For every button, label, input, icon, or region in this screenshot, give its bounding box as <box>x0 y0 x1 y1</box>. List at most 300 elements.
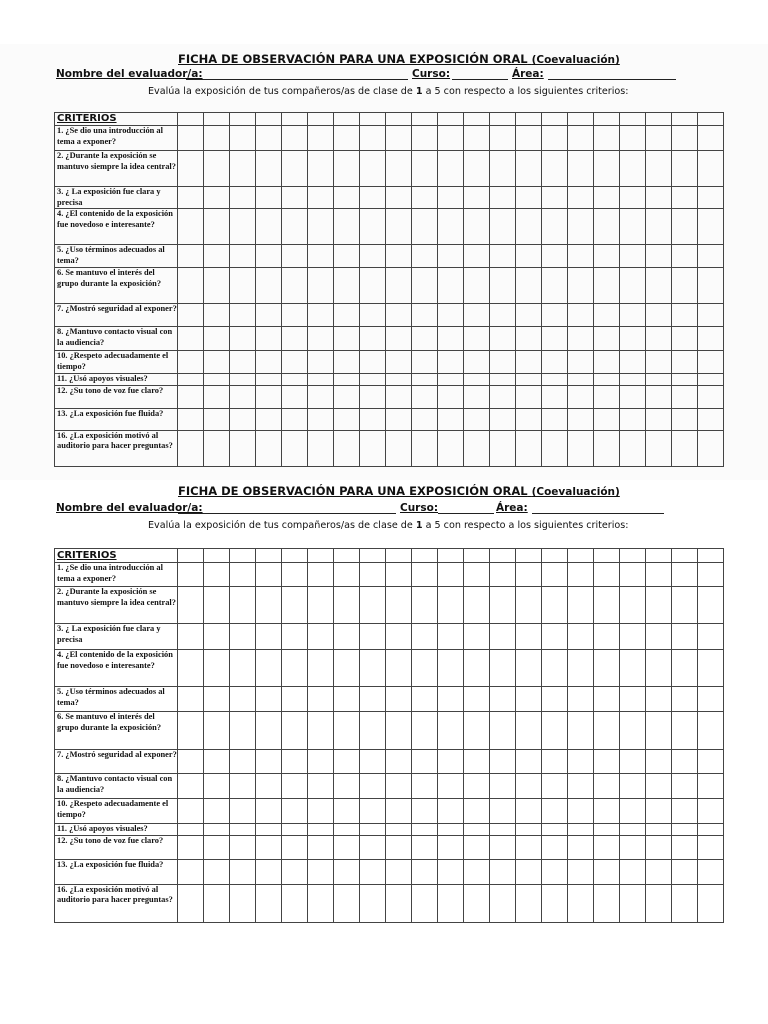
score-cell[interactable] <box>542 687 568 712</box>
score-cell[interactable] <box>308 245 334 268</box>
score-cell[interactable] <box>178 374 204 386</box>
score-cell[interactable] <box>412 385 438 408</box>
score-cell[interactable] <box>646 430 672 466</box>
score-cell[interactable] <box>516 824 542 836</box>
score-cell[interactable] <box>464 624 490 650</box>
score-cell[interactable] <box>464 824 490 836</box>
score-cell[interactable] <box>282 151 308 187</box>
score-cell[interactable] <box>230 268 256 304</box>
score-cell[interactable] <box>672 650 698 687</box>
score-cell[interactable] <box>568 113 594 126</box>
score-cell[interactable] <box>646 209 672 245</box>
score-cell[interactable] <box>230 113 256 126</box>
score-cell[interactable] <box>204 126 230 151</box>
score-cell[interactable] <box>438 824 464 836</box>
score-cell[interactable] <box>620 687 646 712</box>
score-cell[interactable] <box>464 650 490 687</box>
score-cell[interactable] <box>646 712 672 750</box>
score-cell[interactable] <box>568 430 594 466</box>
score-cell[interactable] <box>230 304 256 327</box>
score-cell[interactable] <box>464 774 490 799</box>
score-cell[interactable] <box>178 245 204 268</box>
score-cell[interactable] <box>360 549 386 563</box>
score-cell[interactable] <box>386 408 412 430</box>
score-cell[interactable] <box>334 859 360 884</box>
score-cell[interactable] <box>412 687 438 712</box>
score-cell[interactable] <box>698 304 724 327</box>
score-cell[interactable] <box>698 268 724 304</box>
score-cell[interactable] <box>178 835 204 859</box>
score-cell[interactable] <box>360 799 386 824</box>
score-cell[interactable] <box>672 385 698 408</box>
score-cell[interactable] <box>516 859 542 884</box>
score-cell[interactable] <box>568 209 594 245</box>
score-cell[interactable] <box>412 859 438 884</box>
score-cell[interactable] <box>516 750 542 774</box>
score-cell[interactable] <box>178 687 204 712</box>
score-cell[interactable] <box>230 687 256 712</box>
score-cell[interactable] <box>412 587 438 624</box>
score-cell[interactable] <box>360 563 386 587</box>
score-cell[interactable] <box>334 650 360 687</box>
score-cell[interactable] <box>594 774 620 799</box>
score-cell[interactable] <box>204 835 230 859</box>
score-cell[interactable] <box>386 187 412 209</box>
score-cell[interactable] <box>464 151 490 187</box>
score-cell[interactable] <box>464 304 490 327</box>
score-cell[interactable] <box>672 245 698 268</box>
score-cell[interactable] <box>672 824 698 836</box>
score-cell[interactable] <box>516 327 542 351</box>
score-cell[interactable] <box>386 113 412 126</box>
score-cell[interactable] <box>204 187 230 209</box>
score-cell[interactable] <box>204 113 230 126</box>
score-cell[interactable] <box>178 799 204 824</box>
score-cell[interactable] <box>178 549 204 563</box>
score-cell[interactable] <box>230 799 256 824</box>
score-cell[interactable] <box>672 268 698 304</box>
score-cell[interactable] <box>230 430 256 466</box>
score-cell[interactable] <box>256 750 282 774</box>
score-cell[interactable] <box>672 187 698 209</box>
score-cell[interactable] <box>178 712 204 750</box>
score-cell[interactable] <box>672 750 698 774</box>
score-cell[interactable] <box>672 126 698 151</box>
score-cell[interactable] <box>386 351 412 374</box>
score-cell[interactable] <box>464 687 490 712</box>
score-cell[interactable] <box>230 712 256 750</box>
score-cell[interactable] <box>178 151 204 187</box>
score-cell[interactable] <box>334 750 360 774</box>
score-cell[interactable] <box>334 712 360 750</box>
score-cell[interactable] <box>490 113 516 126</box>
score-cell[interactable] <box>542 245 568 268</box>
score-cell[interactable] <box>542 209 568 245</box>
score-cell[interactable] <box>282 712 308 750</box>
score-cell[interactable] <box>672 351 698 374</box>
score-cell[interactable] <box>464 587 490 624</box>
score-cell[interactable] <box>178 385 204 408</box>
score-cell[interactable] <box>594 824 620 836</box>
score-cell[interactable] <box>594 351 620 374</box>
score-cell[interactable] <box>594 245 620 268</box>
score-cell[interactable] <box>542 587 568 624</box>
score-cell[interactable] <box>542 304 568 327</box>
score-cell[interactable] <box>412 268 438 304</box>
score-cell[interactable] <box>282 327 308 351</box>
score-cell[interactable] <box>334 884 360 922</box>
score-cell[interactable] <box>646 563 672 587</box>
score-cell[interactable] <box>568 859 594 884</box>
score-cell[interactable] <box>412 835 438 859</box>
score-cell[interactable] <box>620 187 646 209</box>
score-cell[interactable] <box>568 835 594 859</box>
score-cell[interactable] <box>412 430 438 466</box>
score-cell[interactable] <box>568 549 594 563</box>
score-cell[interactable] <box>594 327 620 351</box>
score-cell[interactable] <box>464 351 490 374</box>
score-cell[interactable] <box>308 884 334 922</box>
score-cell[interactable] <box>646 327 672 351</box>
score-cell[interactable] <box>308 859 334 884</box>
score-cell[interactable] <box>386 859 412 884</box>
score-cell[interactable] <box>386 151 412 187</box>
score-cell[interactable] <box>230 374 256 386</box>
score-cell[interactable] <box>542 408 568 430</box>
score-cell[interactable] <box>698 884 724 922</box>
score-cell[interactable] <box>542 374 568 386</box>
score-cell[interactable] <box>204 268 230 304</box>
score-cell[interactable] <box>256 327 282 351</box>
score-cell[interactable] <box>516 774 542 799</box>
score-cell[interactable] <box>386 824 412 836</box>
score-cell[interactable] <box>256 799 282 824</box>
score-cell[interactable] <box>178 430 204 466</box>
score-cell[interactable] <box>438 549 464 563</box>
score-cell[interactable] <box>412 126 438 151</box>
score-cell[interactable] <box>672 884 698 922</box>
score-cell[interactable] <box>412 774 438 799</box>
score-cell[interactable] <box>542 835 568 859</box>
score-cell[interactable] <box>204 327 230 351</box>
score-cell[interactable] <box>204 884 230 922</box>
score-cell[interactable] <box>594 113 620 126</box>
score-cell[interactable] <box>490 750 516 774</box>
score-cell[interactable] <box>516 245 542 268</box>
score-cell[interactable] <box>646 113 672 126</box>
score-cell[interactable] <box>646 650 672 687</box>
score-cell[interactable] <box>594 859 620 884</box>
score-cell[interactable] <box>620 563 646 587</box>
score-cell[interactable] <box>438 374 464 386</box>
score-cell[interactable] <box>412 750 438 774</box>
score-cell[interactable] <box>542 113 568 126</box>
score-cell[interactable] <box>412 563 438 587</box>
score-cell[interactable] <box>594 750 620 774</box>
score-cell[interactable] <box>204 430 230 466</box>
score-cell[interactable] <box>594 126 620 151</box>
score-cell[interactable] <box>308 385 334 408</box>
score-cell[interactable] <box>464 113 490 126</box>
score-cell[interactable] <box>542 351 568 374</box>
score-cell[interactable] <box>698 113 724 126</box>
score-cell[interactable] <box>204 351 230 374</box>
score-cell[interactable] <box>360 884 386 922</box>
score-cell[interactable] <box>360 268 386 304</box>
score-cell[interactable] <box>178 187 204 209</box>
score-cell[interactable] <box>204 549 230 563</box>
score-cell[interactable] <box>438 113 464 126</box>
score-cell[interactable] <box>204 374 230 386</box>
score-cell[interactable] <box>308 774 334 799</box>
score-cell[interactable] <box>334 245 360 268</box>
score-cell[interactable] <box>256 687 282 712</box>
score-cell[interactable] <box>256 549 282 563</box>
score-cell[interactable] <box>412 304 438 327</box>
score-cell[interactable] <box>360 650 386 687</box>
score-cell[interactable] <box>698 774 724 799</box>
score-cell[interactable] <box>594 687 620 712</box>
score-cell[interactable] <box>256 374 282 386</box>
score-cell[interactable] <box>490 687 516 712</box>
score-cell[interactable] <box>386 650 412 687</box>
area-field[interactable] <box>532 502 664 514</box>
score-cell[interactable] <box>412 549 438 563</box>
score-cell[interactable] <box>620 268 646 304</box>
score-cell[interactable] <box>568 385 594 408</box>
score-cell[interactable] <box>308 824 334 836</box>
score-cell[interactable] <box>646 151 672 187</box>
score-cell[interactable] <box>334 126 360 151</box>
score-cell[interactable] <box>360 113 386 126</box>
score-cell[interactable] <box>490 304 516 327</box>
score-cell[interactable] <box>438 385 464 408</box>
score-cell[interactable] <box>282 859 308 884</box>
score-cell[interactable] <box>334 549 360 563</box>
score-cell[interactable] <box>360 712 386 750</box>
score-cell[interactable] <box>516 587 542 624</box>
score-cell[interactable] <box>646 624 672 650</box>
score-cell[interactable] <box>438 835 464 859</box>
score-cell[interactable] <box>594 884 620 922</box>
score-cell[interactable] <box>568 774 594 799</box>
score-cell[interactable] <box>620 774 646 799</box>
score-cell[interactable] <box>360 385 386 408</box>
score-cell[interactable] <box>672 151 698 187</box>
score-cell[interactable] <box>386 884 412 922</box>
score-cell[interactable] <box>672 408 698 430</box>
score-cell[interactable] <box>438 799 464 824</box>
score-cell[interactable] <box>230 563 256 587</box>
score-cell[interactable] <box>386 750 412 774</box>
score-cell[interactable] <box>516 712 542 750</box>
score-cell[interactable] <box>412 187 438 209</box>
score-cell[interactable] <box>334 351 360 374</box>
score-cell[interactable] <box>204 712 230 750</box>
score-cell[interactable] <box>594 408 620 430</box>
score-cell[interactable] <box>438 859 464 884</box>
score-cell[interactable] <box>672 209 698 245</box>
score-cell[interactable] <box>230 750 256 774</box>
score-cell[interactable] <box>256 859 282 884</box>
score-cell[interactable] <box>334 563 360 587</box>
score-cell[interactable] <box>516 549 542 563</box>
score-cell[interactable] <box>464 859 490 884</box>
score-cell[interactable] <box>438 712 464 750</box>
score-cell[interactable] <box>334 209 360 245</box>
score-cell[interactable] <box>412 151 438 187</box>
score-cell[interactable] <box>230 549 256 563</box>
score-cell[interactable] <box>568 245 594 268</box>
score-cell[interactable] <box>204 385 230 408</box>
score-cell[interactable] <box>334 824 360 836</box>
score-cell[interactable] <box>542 430 568 466</box>
score-cell[interactable] <box>542 824 568 836</box>
score-cell[interactable] <box>334 774 360 799</box>
score-cell[interactable] <box>438 430 464 466</box>
score-cell[interactable] <box>256 824 282 836</box>
score-cell[interactable] <box>334 587 360 624</box>
score-cell[interactable] <box>308 113 334 126</box>
score-cell[interactable] <box>620 859 646 884</box>
score-cell[interactable] <box>568 587 594 624</box>
score-cell[interactable] <box>282 126 308 151</box>
score-cell[interactable] <box>594 187 620 209</box>
score-cell[interactable] <box>360 209 386 245</box>
score-cell[interactable] <box>646 687 672 712</box>
score-cell[interactable] <box>464 209 490 245</box>
score-cell[interactable] <box>594 430 620 466</box>
score-cell[interactable] <box>568 650 594 687</box>
score-cell[interactable] <box>308 799 334 824</box>
score-cell[interactable] <box>594 268 620 304</box>
score-cell[interactable] <box>568 151 594 187</box>
score-cell[interactable] <box>230 835 256 859</box>
score-cell[interactable] <box>594 549 620 563</box>
score-cell[interactable] <box>204 799 230 824</box>
score-cell[interactable] <box>256 587 282 624</box>
score-cell[interactable] <box>386 587 412 624</box>
score-cell[interactable] <box>464 385 490 408</box>
score-cell[interactable] <box>620 304 646 327</box>
score-cell[interactable] <box>256 624 282 650</box>
score-cell[interactable] <box>256 430 282 466</box>
score-cell[interactable] <box>542 650 568 687</box>
score-cell[interactable] <box>256 268 282 304</box>
score-cell[interactable] <box>516 126 542 151</box>
score-cell[interactable] <box>386 268 412 304</box>
score-cell[interactable] <box>178 126 204 151</box>
score-cell[interactable] <box>646 549 672 563</box>
score-cell[interactable] <box>204 750 230 774</box>
score-cell[interactable] <box>438 351 464 374</box>
score-cell[interactable] <box>308 209 334 245</box>
score-cell[interactable] <box>308 712 334 750</box>
score-cell[interactable] <box>308 430 334 466</box>
score-cell[interactable] <box>282 385 308 408</box>
score-cell[interactable] <box>490 126 516 151</box>
score-cell[interactable] <box>360 835 386 859</box>
score-cell[interactable] <box>412 624 438 650</box>
score-cell[interactable] <box>672 304 698 327</box>
score-cell[interactable] <box>412 245 438 268</box>
score-cell[interactable] <box>282 650 308 687</box>
score-cell[interactable] <box>178 351 204 374</box>
score-cell[interactable] <box>516 304 542 327</box>
score-cell[interactable] <box>672 835 698 859</box>
score-cell[interactable] <box>594 712 620 750</box>
score-cell[interactable] <box>282 563 308 587</box>
score-cell[interactable] <box>204 859 230 884</box>
score-cell[interactable] <box>178 563 204 587</box>
score-cell[interactable] <box>646 304 672 327</box>
score-cell[interactable] <box>178 650 204 687</box>
score-cell[interactable] <box>568 268 594 304</box>
score-cell[interactable] <box>568 374 594 386</box>
score-cell[interactable] <box>620 824 646 836</box>
area-field[interactable] <box>548 68 676 80</box>
score-cell[interactable] <box>646 245 672 268</box>
score-cell[interactable] <box>672 774 698 799</box>
score-cell[interactable] <box>464 245 490 268</box>
score-cell[interactable] <box>334 304 360 327</box>
score-cell[interactable] <box>516 351 542 374</box>
score-cell[interactable] <box>464 750 490 774</box>
score-cell[interactable] <box>672 624 698 650</box>
score-cell[interactable] <box>490 327 516 351</box>
score-cell[interactable] <box>594 374 620 386</box>
score-cell[interactable] <box>568 750 594 774</box>
score-cell[interactable] <box>646 750 672 774</box>
score-cell[interactable] <box>230 624 256 650</box>
score-cell[interactable] <box>256 835 282 859</box>
score-cell[interactable] <box>386 624 412 650</box>
score-cell[interactable] <box>620 884 646 922</box>
score-cell[interactable] <box>282 835 308 859</box>
score-cell[interactable] <box>620 151 646 187</box>
score-cell[interactable] <box>620 351 646 374</box>
score-cell[interactable] <box>542 268 568 304</box>
score-cell[interactable] <box>672 327 698 351</box>
score-cell[interactable] <box>646 187 672 209</box>
score-cell[interactable] <box>308 187 334 209</box>
score-cell[interactable] <box>178 624 204 650</box>
score-cell[interactable] <box>256 113 282 126</box>
score-cell[interactable] <box>620 385 646 408</box>
score-cell[interactable] <box>542 327 568 351</box>
score-cell[interactable] <box>386 563 412 587</box>
score-cell[interactable] <box>386 385 412 408</box>
score-cell[interactable] <box>516 374 542 386</box>
score-cell[interactable] <box>412 650 438 687</box>
score-cell[interactable] <box>698 126 724 151</box>
score-cell[interactable] <box>386 209 412 245</box>
score-cell[interactable] <box>672 549 698 563</box>
score-cell[interactable] <box>256 385 282 408</box>
score-cell[interactable] <box>464 430 490 466</box>
score-cell[interactable] <box>464 268 490 304</box>
score-cell[interactable] <box>256 712 282 750</box>
score-cell[interactable] <box>620 650 646 687</box>
score-cell[interactable] <box>282 245 308 268</box>
score-cell[interactable] <box>360 374 386 386</box>
score-cell[interactable] <box>438 750 464 774</box>
score-cell[interactable] <box>412 799 438 824</box>
score-cell[interactable] <box>204 824 230 836</box>
score-cell[interactable] <box>386 327 412 351</box>
score-cell[interactable] <box>542 774 568 799</box>
score-cell[interactable] <box>516 187 542 209</box>
